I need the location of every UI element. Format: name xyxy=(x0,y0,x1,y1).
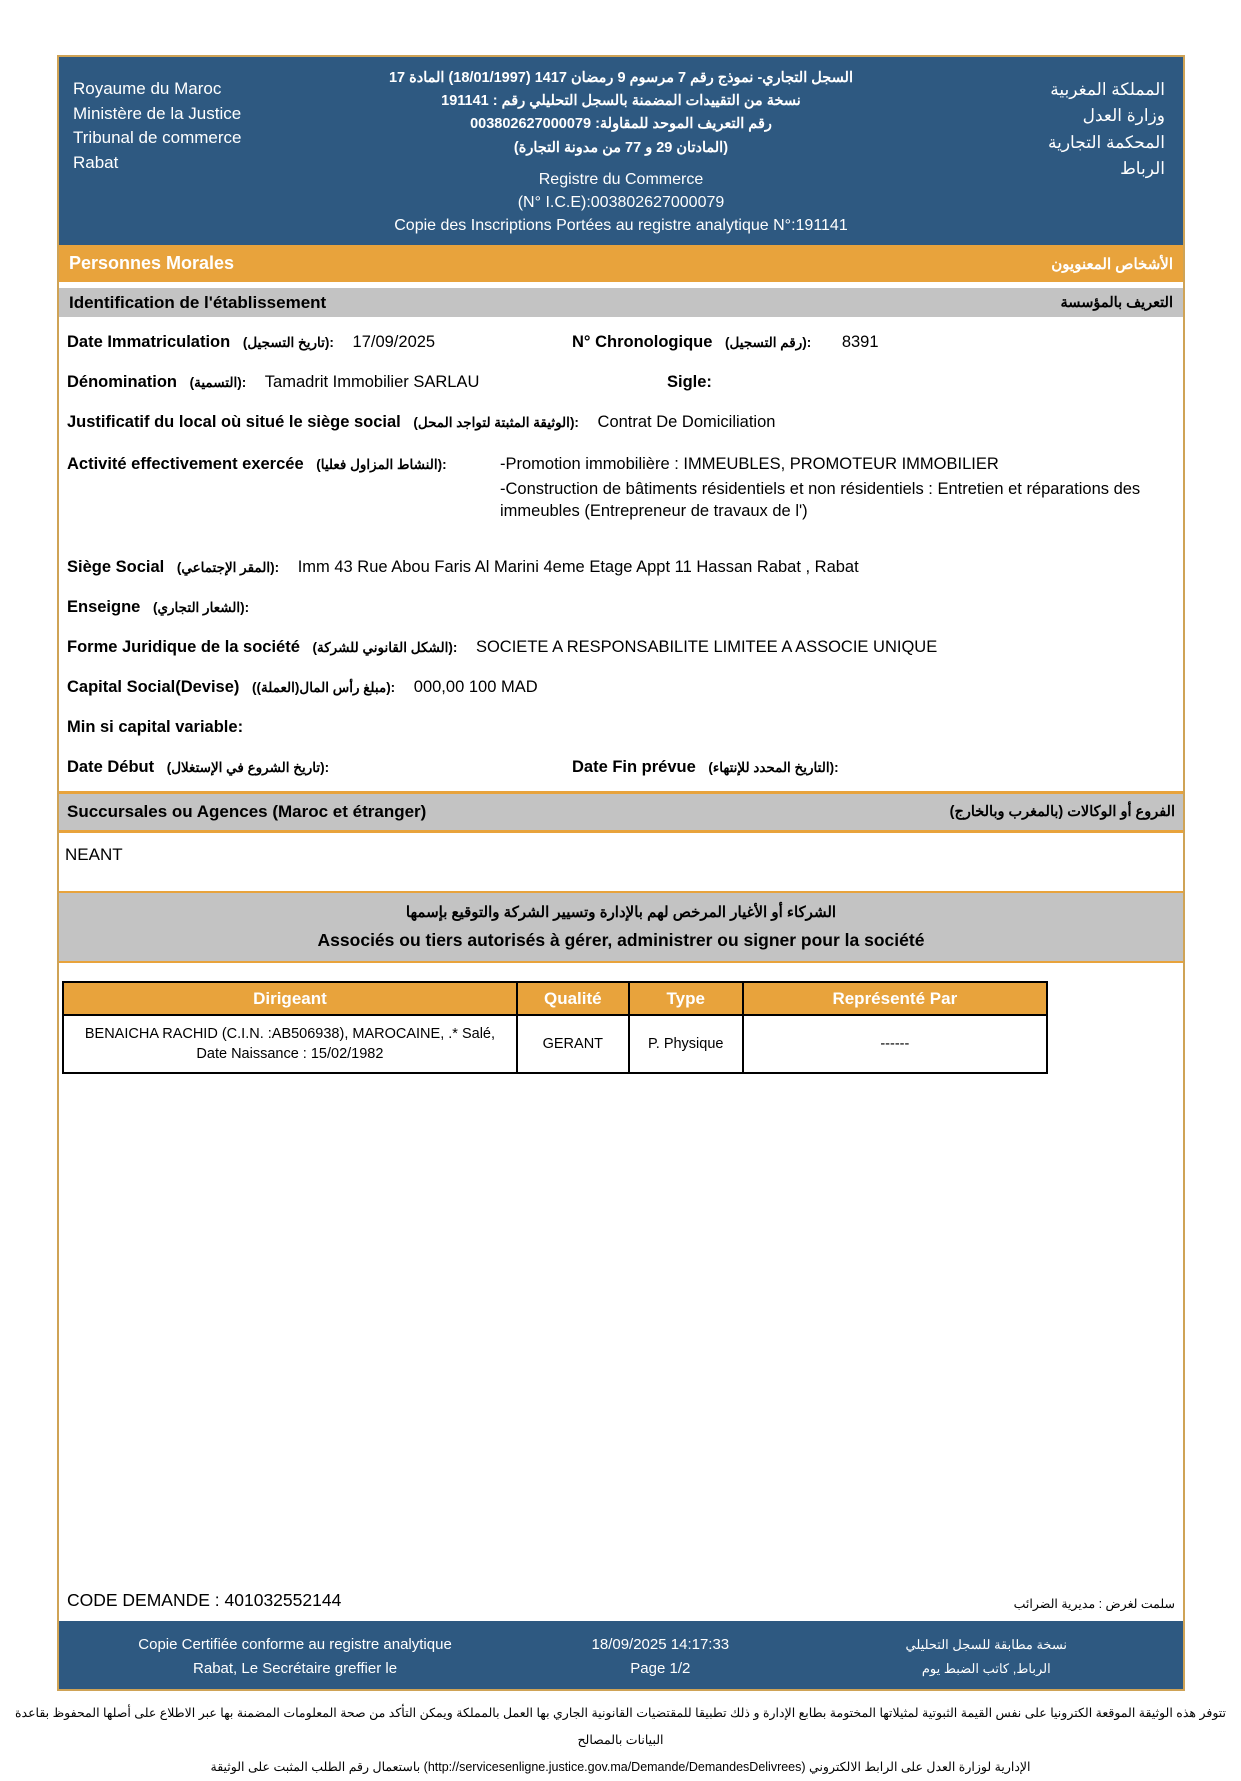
siege-value: Imm 43 Rue Abou Faris Al Marini 4eme Etage Appt 11 Hassan Rabat , Rabat xyxy=(297,558,859,577)
column-header-represente-par: Représenté Par xyxy=(743,982,1047,1015)
header-line-ministry-ar: وزارة العدل xyxy=(1082,106,1165,126)
document-header xyxy=(59,57,1183,245)
justificatif-label-ar: (الوثيقة المثبتة لتواجد المحل): xyxy=(413,415,579,431)
personnes-morales-label-fr: Personnes Morales xyxy=(69,253,235,274)
header-copy-number: Copie des Inscriptions Portées au registre analytique N°:191141 xyxy=(394,217,848,235)
identification-band xyxy=(59,288,1183,317)
forme-value: SOCIETE A RESPONSABILITE LIMITEE A ASSOCIE UNIQUE xyxy=(475,638,938,657)
denomination-value: Tamadrit Immobilier SARLAU xyxy=(264,373,480,392)
associes-label-ar: الشركاء أو الأغيار المرخص لهم بالإدارة وتسيير الشركة والتوقيع بإسمها xyxy=(405,904,837,922)
forme-label-ar: (الشكل القانوني للشركة): xyxy=(312,640,458,656)
min-capital-label: Min si capital variable: xyxy=(67,718,244,737)
cell-type: P. Physique xyxy=(629,1015,743,1073)
column-header-qualite: Qualité xyxy=(517,982,629,1015)
field-row-denomination xyxy=(67,373,1175,392)
justificatif-value: Contrat De Domiciliation xyxy=(597,413,776,432)
header-ar-copy-line: نسخة من التقييدات المضمنة بالسجل التحليلي رقم : 191141 xyxy=(441,93,801,110)
siege-label-ar: (المقر الإجتماعي): xyxy=(176,560,280,576)
date-debut-label: Date Début xyxy=(67,758,155,777)
n-chronologique-value: 8391 xyxy=(841,333,879,352)
date-immatriculation-label: Date Immatriculation xyxy=(67,333,231,352)
date-immatriculation-value: 17/09/2025 xyxy=(352,333,436,352)
code-demande-row xyxy=(59,1590,1183,1621)
associes-label-fr: Associés ou tiers autorisés à gérer, administrer ou signer pour la société xyxy=(317,930,925,951)
activite-value xyxy=(500,453,1175,524)
enseigne-label-ar: (الشعار التجاري): xyxy=(152,600,250,616)
header-registre-title: Registre du Commerce xyxy=(538,170,704,188)
succursales-label-ar: الفروع أو الوكالات (بالمغرب وبالخارج) xyxy=(949,804,1175,821)
identification-label-fr: Identification de l'établissement xyxy=(69,292,327,312)
n-chronologique-label: N° Chronologique xyxy=(572,333,713,352)
field-row-activite xyxy=(67,453,1175,524)
siege-label: Siège Social xyxy=(67,558,165,577)
personnes-morales-label-ar: الأشخاص المعنويون xyxy=(1051,255,1173,273)
field-row-enseigne xyxy=(67,598,1175,617)
header-ar-articles-line: (المادتان 29 و 77 من مدونة التجارة) xyxy=(513,139,729,156)
header-ice-number: (N° I.C.E):003802627000079 xyxy=(517,193,725,211)
date-fin-label-ar: (التاريخ المحدد للإنتهاء): xyxy=(708,760,839,776)
identification-fields xyxy=(59,317,1183,791)
forme-label: Forme Juridique de la société xyxy=(67,638,300,657)
table-row xyxy=(63,1015,1047,1073)
registry-document xyxy=(57,55,1185,1691)
cell-dirigeant: BENAICHA RACHID (C.I.N. :AB506938), MAROCAINE, .* Salé, Date Naissance : 15/02/1982 xyxy=(63,1015,517,1073)
activite-value-line-1: -Promotion immobilière : IMMEUBLES, PROMOTEUR IMMOBILIER xyxy=(500,455,999,474)
header-ar-model-line: السجل التجاري- نموذج رقم 7 مرسوم 9 رمضان 1417 (18/01/1997) المادة 17 xyxy=(388,70,854,86)
field-row-siege xyxy=(67,558,1175,577)
column-header-dirigeant: Dirigeant xyxy=(63,982,517,1015)
footer-greffier-fr: Rabat, Le Secrétaire greffier le xyxy=(193,1660,398,1677)
footer-certified-ar: نسخة مطابقة للسجل التحليلي xyxy=(905,1636,1068,1652)
denomination-label: Dénomination xyxy=(67,373,177,392)
header-line-court-fr: Tribunal de commerce xyxy=(73,128,242,148)
field-row-capital xyxy=(67,678,1175,697)
header-line-kingdom-fr: Royaume du Maroc xyxy=(73,79,222,98)
succursales-value: NEANT xyxy=(65,845,123,865)
cell-represente-par: ------ xyxy=(743,1015,1047,1073)
code-demande-value: CODE DEMANDE : 401032552144 xyxy=(67,1590,342,1610)
document-footer xyxy=(59,1621,1183,1689)
header-ar-ice-line: رقم التعريف الموحد للمقاولة: 003802627000079 xyxy=(470,116,772,133)
activite-label: Activité effectivement exercée xyxy=(67,455,304,474)
table-header-row xyxy=(63,982,1047,1015)
column-header-type: Type xyxy=(629,982,743,1015)
legal-notice-line-2: الإدارية لوزارة العدل على الرابط الالكتروني (http://servicesenligne.justice.gov.ma/Demande/DemandesDelivrees) باستعمال رقم الطلب المثبت على الوثيقة xyxy=(210,1759,1031,1774)
date-immatriculation-label-ar: (تاريخ التسجيل): xyxy=(242,335,334,351)
header-center xyxy=(355,67,887,237)
justificatif-label: Justificatif du local où situé le siège social xyxy=(67,413,401,432)
sigle-label: Sigle: xyxy=(667,373,712,392)
field-row-immatriculation xyxy=(67,333,1175,352)
capital-label-ar: (مبلغ رأس المال(العملة)): xyxy=(252,680,396,696)
identification-label-ar: التعريف بالمؤسسة xyxy=(1060,294,1173,311)
denomination-label-ar: (التسمية): xyxy=(189,375,247,391)
cell-qualite: GERANT xyxy=(517,1015,629,1073)
footer-row-2 xyxy=(59,1660,1183,1677)
header-authority-fr xyxy=(67,67,355,237)
n-chronologique-label-ar: (رقم التسجيل): xyxy=(725,335,812,351)
associes-band xyxy=(59,891,1183,963)
footer-row-1 xyxy=(59,1636,1183,1653)
header-line-ministry-fr: Ministère de la Justice xyxy=(73,103,242,123)
field-row-dates xyxy=(67,758,1175,777)
personnes-morales-band xyxy=(59,245,1183,282)
footer-greffier-ar: الرباط, كاتب الضبط يوم xyxy=(921,1660,1051,1676)
legal-notice xyxy=(0,1700,1241,1781)
header-line-court-ar: المحكمة التجارية xyxy=(1047,132,1165,152)
legal-notice-line-1: تتوفر هذه الوثيقة الموقعة الكترونيا على نفس القيمة الثبوتية لمثيلاتها المختومة بطابع الإدارة و ذلك تطبيقا للمقتضيات القانونية الجاري بها العمل بالمملكة ويمكن التأكد من صحة المعلومات المضمنة بها عبر الاطلاع على أصلها المحفوظ بقاعدة البيانات بالمصالح xyxy=(14,1706,1227,1747)
footer-timestamp: 18/09/2025 14:17:33 xyxy=(591,1636,730,1653)
footer-certified-fr: Copie Certifiée conforme au registre analytique xyxy=(138,1636,452,1653)
activite-label-ar: (النشاط المزاول فعليا): xyxy=(316,457,447,473)
activite-value-line-2: -Construction de bâtiments résidentiels et non résidentiels : Entretien et réparations des immeubles (Entrepreneur de travaux de l') xyxy=(500,479,1141,520)
header-authority-ar xyxy=(887,67,1175,237)
field-row-justificatif xyxy=(67,413,1175,432)
footer-page-number: Page 1/2 xyxy=(630,1660,691,1677)
blank-area xyxy=(59,1074,1183,1590)
field-row-min-capital xyxy=(67,718,1175,737)
date-debut-label-ar: (تاريخ الشروع في الإستغلال): xyxy=(166,760,330,776)
capital-value: 100 000,00 MAD xyxy=(413,678,538,697)
succursales-label-fr: Succursales ou Agences (Maroc et étranger) xyxy=(67,802,427,822)
delivered-for-label-ar: سلمت لغرض : مديرية الضرائب xyxy=(1013,1597,1175,1611)
date-fin-label: Date Fin prévue xyxy=(572,758,696,777)
header-line-city-fr: Rabat xyxy=(73,152,119,172)
succursales-band xyxy=(59,791,1183,833)
header-line-city-ar: الرباط xyxy=(1120,159,1165,179)
capital-label: Capital Social(Devise) xyxy=(67,678,240,697)
dirigeants-table xyxy=(62,981,1048,1074)
enseigne-label: Enseigne xyxy=(67,598,141,617)
header-line-kingdom-ar: المملكة المغربية xyxy=(1050,80,1165,99)
field-row-forme xyxy=(67,638,1175,657)
